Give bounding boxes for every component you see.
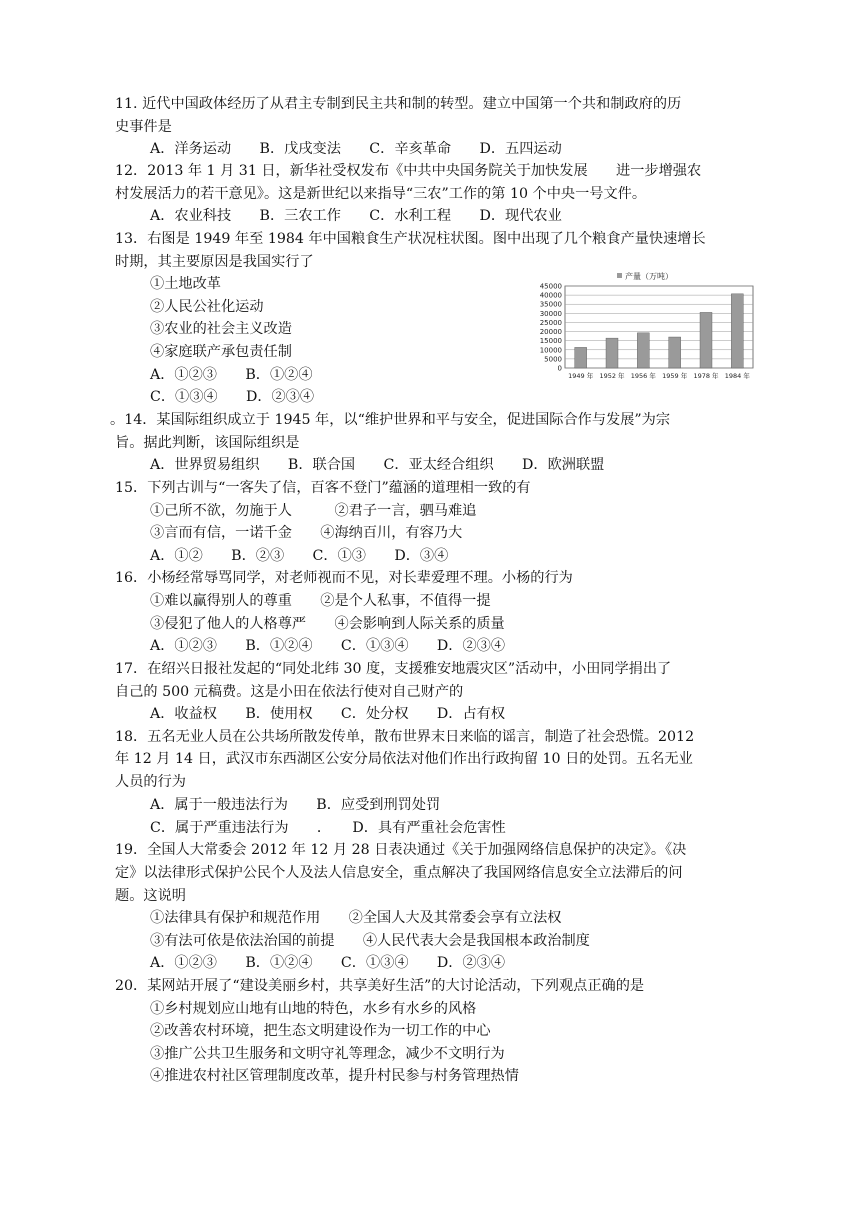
text-line: 15．下列古训与“一客失了信，百客不登门”蕴涵的道理相一致的有 (115, 480, 531, 496)
x-tick-label: 1978 年 (693, 372, 719, 380)
y-tick-label: 25000 (539, 318, 562, 327)
text-line: 。14．某国际组织成立于 1945 年，以“维护世界和平与安全，促进国际合作与发展”为宗 (110, 412, 671, 428)
text-line: C．属于严重违法行为 ． D．具有严重社会危害性 (150, 820, 506, 836)
x-tick-label: 1949 年 (568, 372, 594, 380)
bar (731, 294, 743, 368)
text-line: 人员的行为 (115, 774, 186, 790)
text-line: 年 12 月 14 日，武汉市东西湖区公安分局依法对他们作出行政拘留 10 日的处罚。五名无业 (115, 751, 693, 767)
text-line: 时期，其主要原因是我国实行了 (115, 254, 314, 270)
y-tick-label: 45000 (539, 282, 562, 291)
text-line: A．①②③ B．①②④ C．①③④ D．②③④ (150, 955, 506, 971)
legend-swatch (617, 273, 622, 278)
text-line: A．属于一般违法行为 B．应受到刑罚处罚 (150, 797, 441, 813)
text-line: 16．小杨经常辱骂同学，对老师视而不见，对长辈爱理不理。小杨的行为 (115, 570, 573, 586)
x-tick-label: 1959 年 (662, 372, 688, 380)
text-line: 村发展活力的若干意见》。这是新世纪以来指导“三农”工作的第 10 个中央一号文件。 (115, 186, 647, 202)
text-line: ③侵犯了他人的人格尊严 ④会影响到人际关系的质量 (150, 616, 505, 632)
text-line: A．农业科技 B．三农工作 C．水利工程 D．现代农业 (150, 208, 562, 224)
text-line: 19．全国人大常委会 2012 年 12 月 28 日表决通过《关于加强网络信息保护的决定》。《决 (115, 842, 687, 858)
y-axis-ticks (540, 283, 562, 373)
text-line: ③有法可依是依法治国的前提 ④人民代表大会是我国根本政治制度 (150, 933, 590, 949)
x-tick-label: 1984 年 (724, 372, 750, 380)
y-tick-label: 15000 (539, 337, 562, 346)
text-line: ①难以赢得别人的尊重 ②是个人私事，不值得一提 (150, 593, 491, 609)
text-line: A．洋务运动 B．戊戌变法 C．辛亥革命 D．五四运动 (150, 141, 562, 157)
text-line: 题。这说明 (115, 888, 186, 904)
text-line: 17．在绍兴日报社发起的“同处北纬 30 度，支援雅安地震灾区”活动中，小田同学捐出了 (115, 661, 672, 677)
text-line: ①乡村规划应山地有山地的特色，水乡有水乡的风格 (150, 1001, 477, 1017)
text-line: ④推进农村社区管理制度改革，提升村民参与村务管理热情 (150, 1068, 519, 1084)
chart-grid (565, 286, 753, 368)
text-line: ②人民公社化运动 (150, 299, 264, 315)
y-tick-label: 35000 (539, 300, 562, 309)
text-line: ②改善农村环境，把生态文明建设作为一切工作的中心 (150, 1023, 491, 1039)
bar (637, 333, 649, 368)
text-line: 定》以法律形式保护公民个人及法人信息安全，重点解决了我国网络信息安全立法滞后的问 (115, 865, 683, 881)
text-line: ③推广公共卫生服务和文明守礼等理念，减少不文明行为 (150, 1046, 505, 1062)
x-axis-ticks (568, 371, 750, 380)
text-line: A．①②③ B．①②④ C．①③④ D．②③④ (150, 638, 506, 654)
text-line: A．世界贸易组织 B．联合国 C．亚太经合组织 D．欧洲联盟 (150, 457, 605, 473)
text-line: 史事件是 (115, 119, 172, 135)
text-line: ③农业的社会主义改造 (150, 321, 292, 337)
text-line: 12．2013 年 1 月 31 日，新华社受权发布《中共中央国务院关于加快发展 进一步增强农 (115, 163, 702, 179)
text-line: 18．五名无业人员在公共场所散发传单，散布世界末日来临的谣言，制造了社会恐慌。2012 (115, 729, 695, 745)
bar (669, 337, 681, 368)
text-line: C．①③④ D．②③④ (150, 389, 315, 405)
text-line: 旨。据此判断，该国际组织是 (115, 435, 300, 451)
text-line: 11. 近代中国政体经历了从君主专制到民主共和制的转型。建立中国第一个共和制政府的历 (115, 96, 682, 112)
text-line: ①法律具有保护和规范作用 ②全国人大及其常委会享有立法权 (150, 910, 562, 926)
y-tick-label: 5000 (544, 355, 562, 364)
text-line: ③言而有信，一诺千金 ④海纳百川，有容乃大 (150, 525, 463, 541)
y-tick-label: 30000 (539, 309, 562, 318)
text-line: ④家庭联产承包责任制 (150, 344, 292, 360)
chart-bars (575, 294, 744, 368)
text-line: A．①②③ B．①②④ (150, 367, 313, 383)
x-tick-label: 1952 年 (599, 372, 625, 380)
y-tick-label: 0 (557, 364, 562, 373)
bar (575, 347, 587, 368)
bar (700, 312, 712, 368)
x-tick-label: 1956 年 (630, 372, 656, 380)
text-line: 13．右图是 1949 年至 1984 年中国粮食生产状况柱状图。图中出现了几个粮食产量快速增长 (115, 231, 706, 247)
y-tick-label: 40000 (539, 291, 562, 300)
bar (606, 338, 618, 368)
text-line: ①土地改革 (150, 276, 221, 292)
text-line: 20．某网站开展了“建设美丽乡村，共享美好生活”的大讨论活动，下列观点正确的是 (115, 978, 645, 994)
plot-frame (565, 286, 753, 368)
chart-title: 产量（万吨） (625, 272, 673, 281)
text-line: 自己的 500 元稿费。这是小田在依法行使对自己财产的 (115, 684, 464, 700)
text-line: ①己所不欲，勿施于人 ②君子一言，驷马难追 (150, 503, 477, 519)
text-line: A．收益权 B．使用权 C．处分权 D．占有权 (150, 706, 506, 722)
grain-production-bar-chart (525, 270, 765, 388)
y-tick-label: 10000 (539, 346, 562, 355)
text-line: A．①② B．②③ C．①③ D．③④ (150, 548, 449, 564)
y-tick-label: 20000 (539, 328, 562, 337)
